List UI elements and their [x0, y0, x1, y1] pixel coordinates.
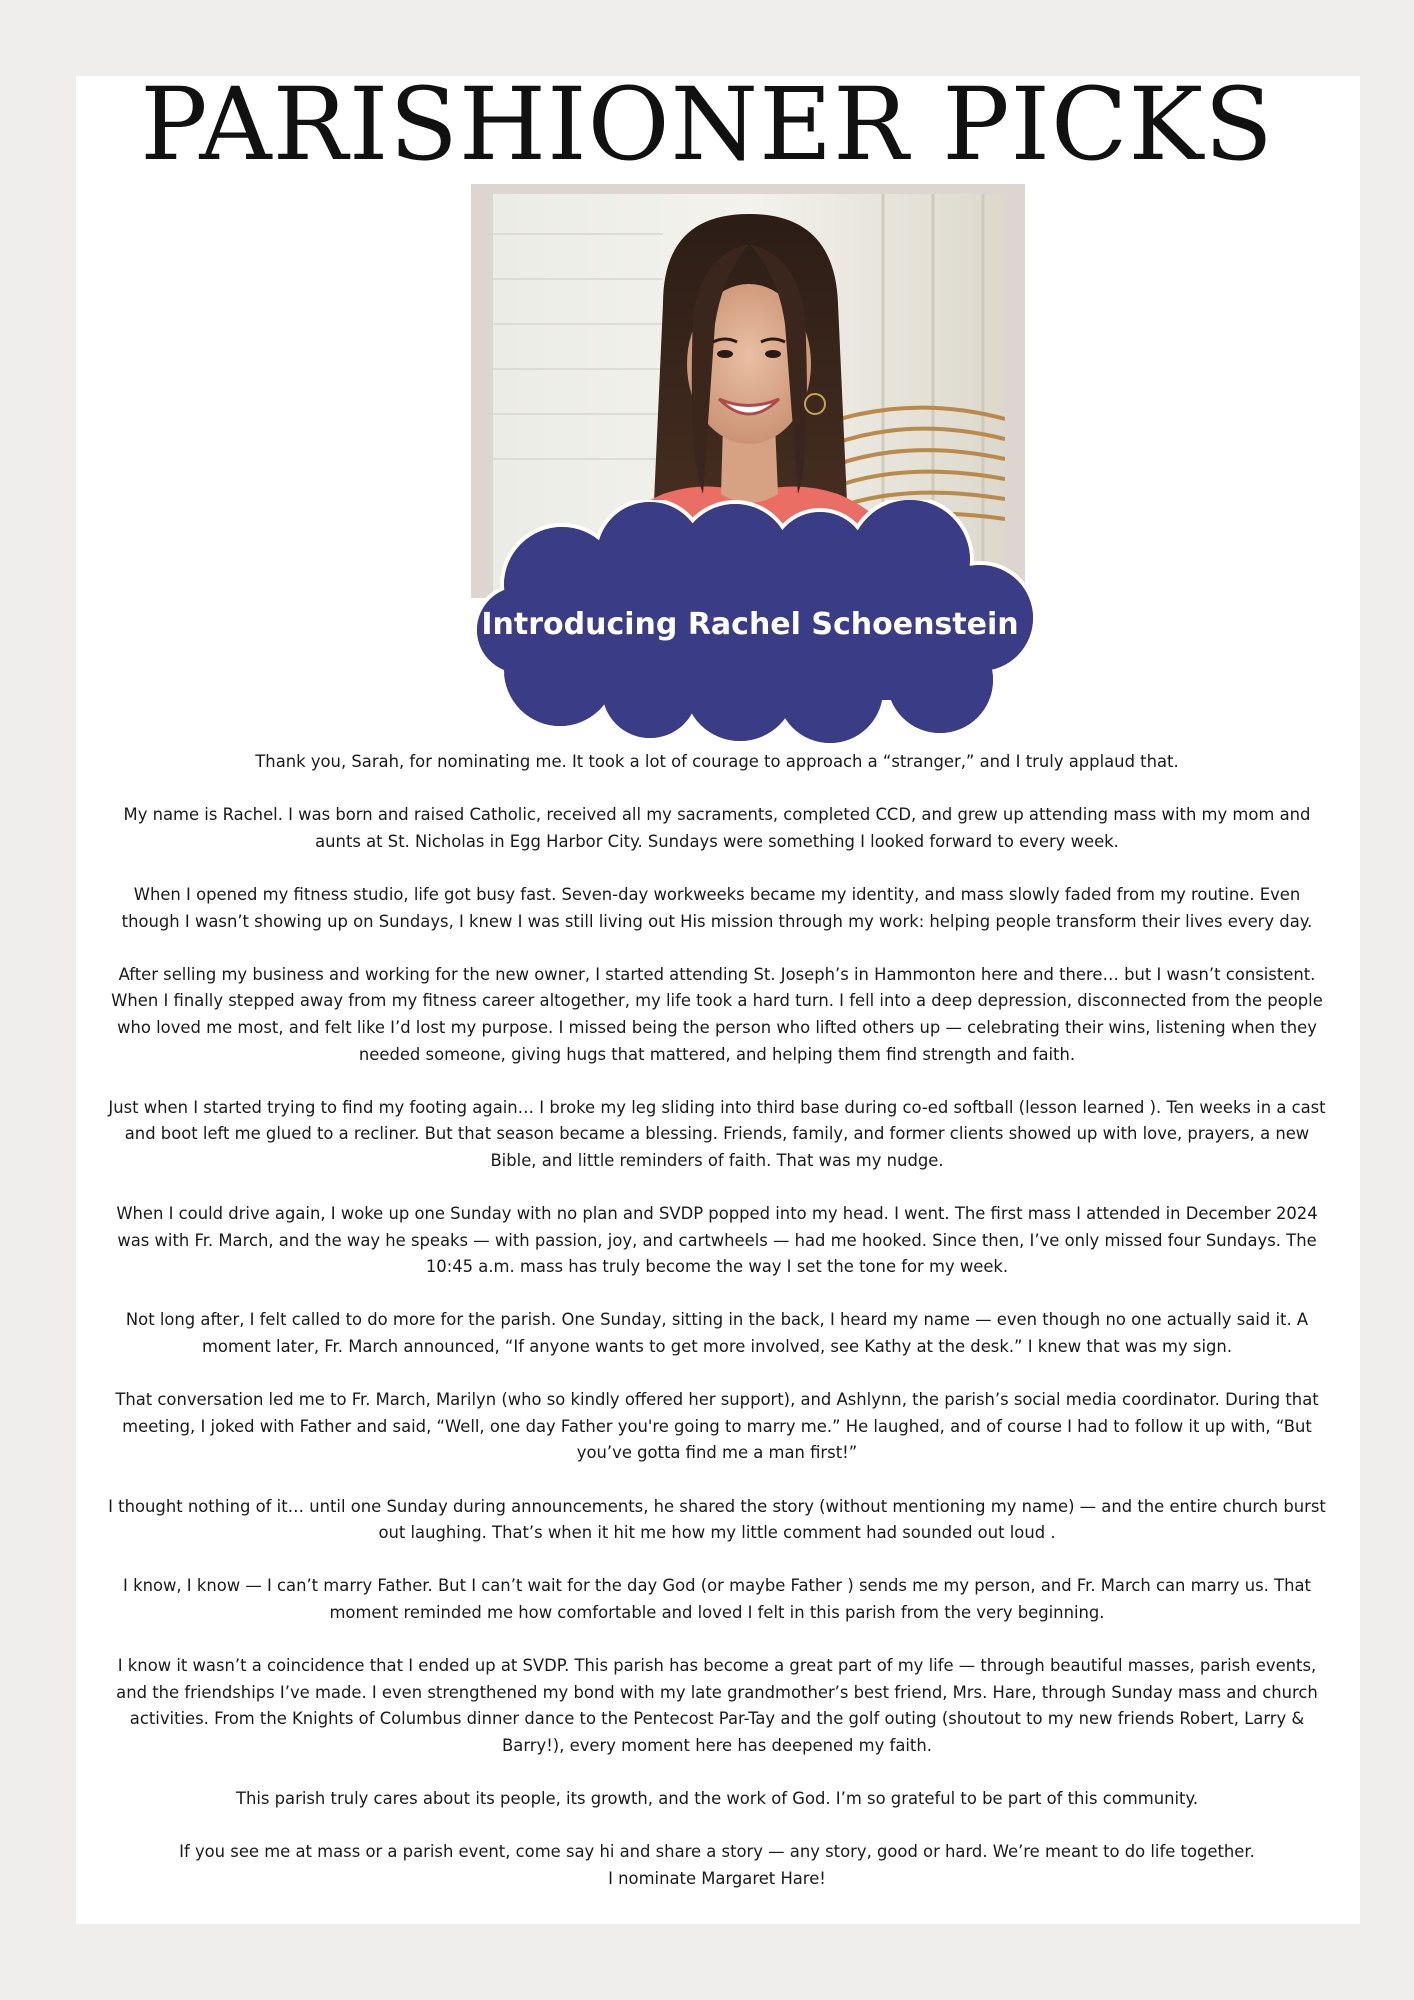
article-body: [104, 749, 1330, 1893]
paragraph: I know it wasn’t a coincidence that I ended up at SVDP. This parish has become a great part of my life — through beautiful masses, parish events, and the friendships I’ve made. I even strengthened my bond with my late grandmother’s best friend, Mrs. Hare, through Sunday mass and church activities. From the Knights of Columbus dinner dance to the Pentecost Par-Tay and the golf outing (shoutout to my new friends Robert, Larry & Barry!), every moment here has deepened my faith.: [116, 1656, 1318, 1755]
closing-paragraph: [104, 1839, 1330, 1892]
paragraph: Not long after, I felt called to do more for the parish. One Sunday, sitting in the back, I heard my name — even though no one actually said it. A moment later, Fr. March announced, “If anyone wants to get more involved, see Kathy at the desk.” I knew that was my sign.: [125, 1310, 1309, 1357]
paragraph: After selling my business and working for the new owner, I started attending St. Joseph’s in Hammonton here and there… but I wasn’t consistent. When I finally stepped away from my fitness career altogether, my life took a hard turn. I fell into a deep depression, disconnected from the people who loved me most, and felt like I’d lost my purpose. I missed being the person who lifted others up — celebrating their wins, listening when they needed someone, giving hugs that mattered, and helping them find strength and faith.: [111, 964, 1323, 1064]
banner-heading: Introducing Rachel Schoenstein: [481, 607, 1019, 642]
paragraph: When I could drive again, I woke up one Sunday with no plan and SVDP popped into my head. I went. The first mass I attended in December 2024 was with Fr. March, and the way he speaks — with passion, joy, and cartwheels — had me hooked. Since then, I’ve only missed four Sundays. The 10:45 a.m. mass has truly become the way I set the tone for my week.: [116, 1204, 1318, 1277]
paragraph: That conversation led me to Fr. March, Marilyn (who so kindly offered her support), and Ashlynn, the parish’s social media coordinator. During that meeting, I joked with Father and said, “Well, one day Father you're going to marry me.” He laughed, and of course I had to follow it up with, “But you’ve gotta find me a man first!”: [115, 1390, 1319, 1463]
paragraph: I know, I know — I can’t marry Father. But I can’t wait for the day God (or maybe Father ) sends me my person, and Fr. March can marry us. That moment reminded me how comfortable and loved I felt in this parish from the very beginning.: [123, 1576, 1311, 1622]
paragraph: This parish truly cares about its people, its growth, and the work of God. I’m so grateful to be part of this community.: [235, 1789, 1199, 1809]
paragraph: When I opened my fitness studio, life got busy fast. Seven-day workweeks became my identity, and mass slowly faded from my routine. Even though I wasn’t showing up on Sundays, I knew I was still living out His mission through my work: helping people transform their lives every day.: [121, 884, 1313, 931]
paragraph: I thought nothing of it… until one Sunday during announcements, he shared the story (without mentioning my name) — and the entire church burst out laughing. That’s when it hit me how my little comment had sounded out loud .: [108, 1496, 1326, 1543]
paragraph: Thank you, Sarah, for nominating me. It took a lot of courage to approach a “stranger,” and I truly applaud that.: [255, 752, 1179, 771]
page-title: PARISHIONER PICKS: [140, 66, 1274, 183]
paragraph: Just when I started trying to find my footing again… I broke my leg sliding into third base during co-ed softball (lesson learned ). Ten weeks in a cast and boot left me glued to a recliner. But that season became a blessing. Friends, family, and former clients showed up with love, prayers, a new Bible, and little reminders of faith. That was my nudge.: [108, 1097, 1326, 1170]
closing-line: If you see me at mass or a parish event, come say hi and share a story — any story, good or hard. We’re meant to do life together.: [179, 1842, 1255, 1862]
paragraph: My name is Rachel. I was born and raised Catholic, received all my sacraments, completed CCD, and grew up attending mass with my mom and aunts at St. Nicholas in Egg Harbor City. Sundays were something I looked forward to every week.: [123, 805, 1311, 851]
nomination-line: I nominate Margaret Hare!: [608, 1868, 826, 1888]
name-banner-cloud: [450, 500, 1050, 750]
